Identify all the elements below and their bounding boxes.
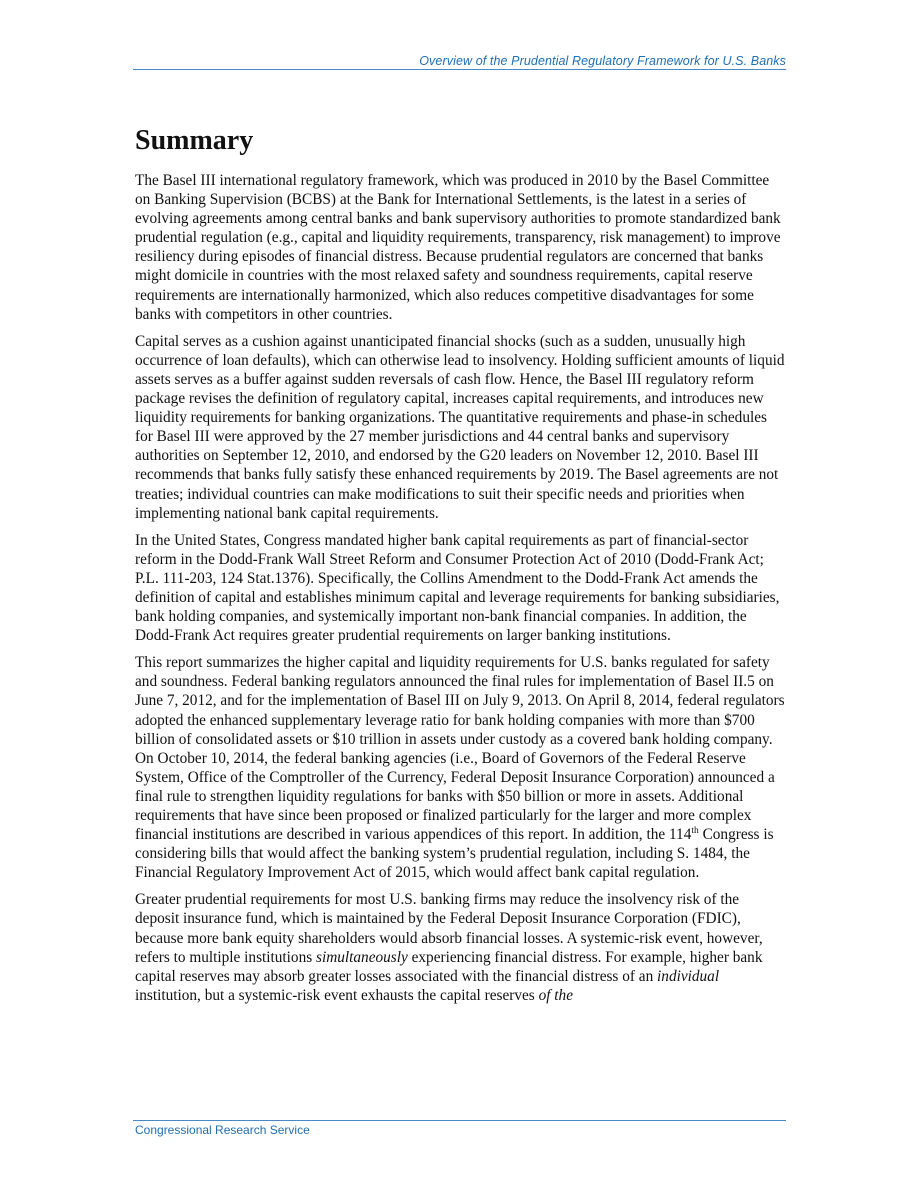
paragraph-capital-liquidity: Capital serves as a cushion against unanticipated financial shocks (such as a sudden, unusually high occurrence of loan defaults), which can otherwise lead to insolvency. Holding sufficient amounts of liquid assets serves as a buffer against sudden reversals of cash flow. Hence, the Basel III regulatory reform package revises the definition of regulatory capital, increases capital requirements, and introduces new liquidity requirements for banking organizations. The quantitative requirements and phase-in schedules for Basel III were approved by the 27 member jurisdictions and 44 central banks and supervisory authorities on September 12, 2010, and endorsed by the G20 leaders on November 12, 2010. Basel III recommends that banks fully satisfy these enhanced requirements by 2019. The Basel agreements are not treaties; individual countries can make modifications to suit their specific needs and priorities when implementing national bank capital requirements.	[135, 332, 785, 522]
footer-divider	[133, 1120, 786, 1121]
paragraph-report-summary	[135, 653, 787, 882]
section-title: Summary	[135, 125, 254, 156]
emphasis-text: simultaneously	[316, 948, 408, 966]
summary-section	[135, 122, 787, 1013]
paragraph-text: Congress is considering bills that would affect the banking system’s prudential regulation, including S. 1484, the Financial Regulatory Improvement Act of 2015, which would affect bank capital regulation.	[135, 826, 774, 882]
paragraph-text: Greater prudential requirements for most U.S. banking firms may reduce the insolvency risk of the deposit insurance fund, which is maintained by the Federal Deposit Insurance Corporation (FDIC), because more bank equity shareholders would absorb financial losses. A systemic-risk event, however, refers to multiple institutions	[135, 891, 763, 966]
header-divider	[133, 69, 786, 70]
paragraph-text: This report summarizes the higher capital and liquidity requirements for U.S. banks regulated for safety and soundness. Federal banking regulators announced the final rules for implementation of Basel II.5 on June 7, 2012, and for the implementation of Basel III on July 9, 2013. On April 8, 2014, federal regulators adopted the enhanced supplementary leverage ratio for bank holding companies with more than $700 billion of consolidated assets or $10 trillion in assets under custody as a covered bank holding company. On October 10, 2014, the federal banking agencies (i.e., Board of Governors of the Federal Reserve System, Office of the Comptroller of the Currency, Federal Deposit Insurance Corporation) announced a final rule to strengthen liquidity regulations for banks with $50 billion or more in assets. Additional requirements that have since been proposed or finalized particularly for the larger and more complex financial institutions are described in various appendices of this report. In addition, the 114	[135, 654, 785, 844]
paragraph-dodd-frank: In the United States, Congress mandated higher bank capital requirements as part of financial-sector reform in the Dodd-Frank Wall Street Reform and Consumer Protection Act of 2010 (Dodd-Frank Act; P.L. 111-203, 124 Stat.1376). Specifically, the Collins Amendment to the Dodd-Frank Act amends the definition of capital and establishes minimum capital and leverage requirements for banking subsidiaries, bank holding companies, and systemically important non-bank financial companies. In addition, the Dodd-Frank Act requires greater prudential requirements on larger banking institutions.	[135, 531, 780, 645]
paragraph-basel-iii-overview: The Basel III international regulatory framework, which was produced in 2010 by the Basel Committee on Banking Supervision (BCBS) at the Bank for International Settlements, is the latest in a series of evolving agreements among central banks and bank supervisory authorities to promote standardized bank prudential regulation (e.g., capital and liquidity requirements, transparency, risk management) to improve resiliency during episodes of financial distress. Because prudential regulators are concerned that banks might domicile in countries with the most relaxed safety and soundness requirements, capital reserve requirements are internationally harmonized, which also reduces competitive disadvantages for some banks with competitors in other countries.	[135, 172, 781, 323]
paragraph-text: institution, but a systemic-risk event exhausts the capital reserves	[135, 986, 539, 1004]
running-header: Overview of the Prudential Regulatory Framework for U.S. Banks	[419, 54, 786, 68]
emphasis-text: individual	[657, 967, 720, 985]
paragraph-systemic-risk	[135, 890, 787, 1005]
emphasis-text: of the	[538, 986, 573, 1004]
ordinal-superscript: th	[691, 826, 699, 836]
paragraph-text: experiencing financial distress. For example, higher bank capital reserves may absorb greater losses associated with the financial distress of an	[135, 948, 763, 985]
footer-organization: Congressional Research Service	[135, 1123, 310, 1137]
